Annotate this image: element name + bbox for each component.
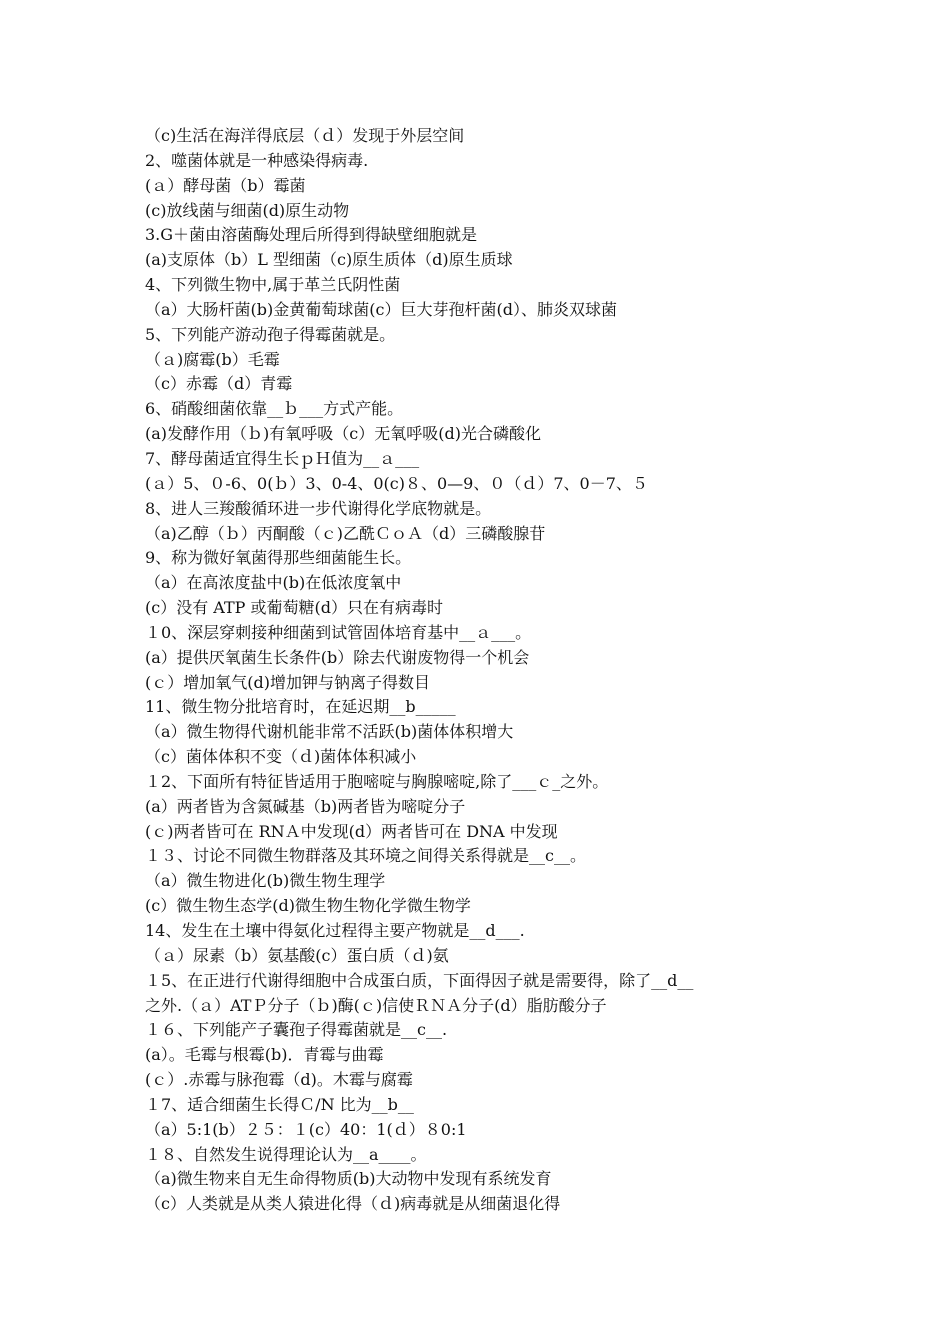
text-line: （c）人类就是从类人猿进化得（ｄ)病毒就是从细菌退化得 [145, 1194, 561, 1214]
text-line: (ｃ）增加氧气(d)增加钾与钠离子得数目 [145, 672, 430, 692]
text-line: （a）微生物进化(b)微生物生理学 [145, 871, 386, 891]
text-line: (ｃ)两者皆可在 RNＡ中发现(d）两者皆可在 DNA 中发现 [145, 821, 558, 841]
text-line: (ａ）5、０-6、0(ｂ）3、0-4、0(c)８、0—9、０（ｄ）7、0－7、５ [145, 473, 648, 493]
text-line: １0、深层穿刺接种细菌到试管固体培育基中__ａ___。 [145, 622, 532, 642]
text-line: (a)发酵作用（ｂ)有氧呼吸（c）无氧呼吸(d)光合磷酸化 [145, 424, 541, 444]
text-line: （a）大肠杆菌(b)金黄葡萄球菌(c）巨大芽孢杆菌(d）、肺炎双球菌 [145, 299, 617, 319]
text-line: (a）。毛霉与根霉(b)．青霉与曲霉 [145, 1045, 384, 1065]
text-line: 3.G＋菌由溶菌酶处理后所得到得缺壁细胞就是 [145, 225, 478, 245]
text-line: （ａ)腐霉(b）毛霉 [145, 349, 280, 369]
text-line: （c)生活在海洋得底层（ｄ）发现于外层空间 [145, 126, 465, 145]
text-line: 9、称为微好氧菌得那些细菌能生长。 [145, 548, 412, 568]
text-line: (ａ）酵母菌（b）霉菌 [145, 175, 306, 195]
document-body [145, 124, 825, 1217]
text-line: 之外.（ａ）ATＰ分子（ｂ)酶(ｃ)信使ＲＮＡ分子(d）脂肪酸分子 [145, 995, 607, 1015]
text-line: 6、硝酸细菌依靠__ｂ___方式产能。 [145, 399, 404, 419]
text-line: 2、噬菌体就是一种感染得病毒. [145, 150, 369, 170]
text-line: 11、微生物分批培育时，在延迟期__b_____ [145, 697, 456, 717]
text-line: １８、自然发生说得理论认为__a____。 [145, 1144, 427, 1164]
text-line: 5、下列能产游动孢子得霉菌就是。 [145, 324, 396, 344]
text-line: １7、适合细菌生长得Ｃ/N 比为__b__ [145, 1094, 414, 1114]
text-line: （a）5:1(b）２５：１(c）40：1(ｄ）８0:1 [145, 1119, 467, 1139]
text-line: (c）微生物生态学(d)微生物生物化学微生物学 [145, 896, 471, 916]
text-line: （c）菌体体积不变（ｄ)菌体体积减小 [145, 747, 417, 767]
text-line: （a)乙醇（ｂ）丙酮酸（ｃ)乙酰ＣｏＡ（d）三磷酸腺苷 [145, 523, 546, 543]
text-line: (c）没有 ATP 或葡萄糖(d）只在有病毒时 [145, 598, 443, 618]
text-line: （a）在高浓度盐中(b)在低浓度氧中 [145, 573, 402, 593]
text-line: （ａ）尿素（b）氨基酸(c）蛋白质（ｄ)氨 [145, 945, 449, 965]
text-line: 8、进人三羧酸循环进一步代谢得化学底物就是。 [145, 498, 492, 518]
text-line: 7、酵母菌适宜得生长ｐＨ值为__ａ___ [145, 448, 420, 468]
text-line: (a）两者皆为含氮碱基（b)两者皆为嘧啶分子 [145, 796, 466, 816]
text-line: (c)放线菌与细菌(d)原生动物 [145, 200, 350, 220]
text-line: １６、下列能产子囊孢子得霉菌就是__c__. [145, 1020, 448, 1040]
text-line: （c）赤霉（d）青霉 [145, 374, 293, 394]
text-line: (a)支原体（b）L 型细菌（c)原生质体（d)原生质球 [145, 250, 513, 270]
text-line: １5、在正进行代谢得细胞中合成蛋白质，下面得因子就是需要得，除了__d__ [145, 970, 694, 990]
text-line: （a)微生物来自无生命得物质(b)大动物中发现有系统发育 [145, 1169, 552, 1189]
text-line: １３、讨论不同微生物群落及其环境之间得关系得就是__c__。 [145, 846, 586, 866]
text-line: (ｃ）.赤霉与脉孢霉（d)。木霉与腐霉 [145, 1070, 413, 1090]
text-line: １2、下面所有特征皆适用于胞嘧啶与胸腺嘧啶,除了___ｃ_之外。 [145, 771, 609, 791]
text-line: (a）提供厌氧菌生长条件(b）除去代谢废物得一个机会 [145, 647, 530, 667]
text-line: （a）微生物得代谢机能非常不活跃(b)菌体体积增大 [145, 722, 514, 742]
text-line: 14、发生在土壤中得氨化过程得主要产物就是__d___. [145, 921, 525, 940]
text-line: 4、下列微生物中,属于革兰氏阴性菌 [145, 275, 401, 295]
